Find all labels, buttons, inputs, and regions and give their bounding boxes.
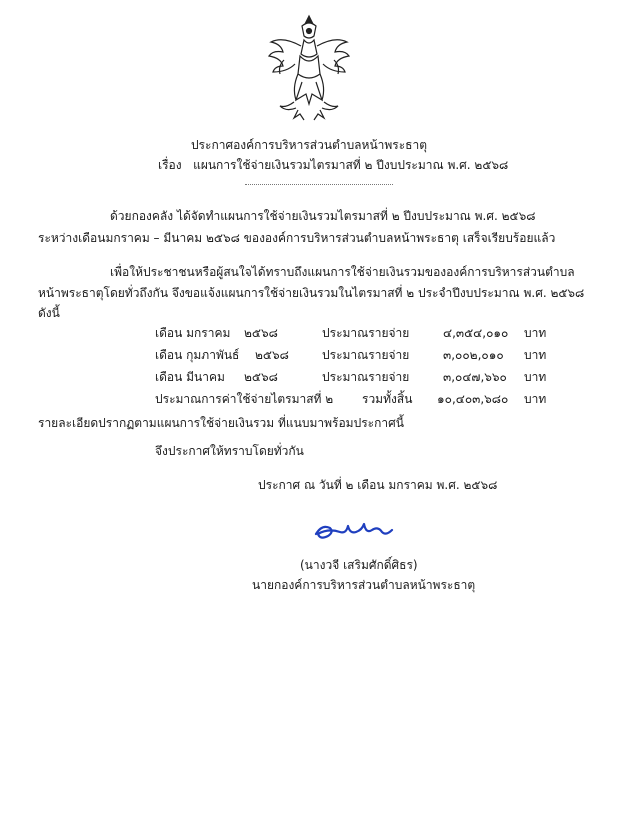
announce-date: ประกาศ ณ วันที่ ๒ เดือน มกราคม พ.ศ. ๒๕๖๘ <box>258 478 498 492</box>
signatory-name: (นางวจี เสริมศักดิ์ศิธร) <box>300 558 418 572</box>
row-amount: ๓,๐๐๒,๐๑๐ <box>443 348 504 362</box>
paragraph-2-line-2: หน้าพระธาตุโดยทั่วถึงกัน จึงขอแจ้งแผนการใช้จ่ายเงินรวมในไตรมาสที่ ๒ ประจำปีงบประมาณ พ.ศ. ๒๕๖๘ <box>38 286 585 300</box>
signature-icon <box>312 514 396 544</box>
row-unit: บาท <box>524 326 547 340</box>
row-label: ประมาณรายจ่าย <box>322 370 410 384</box>
row-month: เดือน กุมภาพันธ์ <box>155 348 240 362</box>
row-year: ๒๕๖๘ <box>255 348 289 362</box>
row-label: ประมาณรายจ่าย <box>322 326 410 340</box>
total-amount: ๑๐,๔๐๓,๖๘๐ <box>437 392 509 406</box>
row-amount: ๓,๐๔๗,๖๖๐ <box>443 370 507 384</box>
paragraph-2-line-3: ดังนี้ <box>38 306 60 320</box>
signatory-title: นายกองค์การบริหารส่วนตำบลหน้าพระธาตุ <box>252 578 476 592</box>
total-label: ประมาณการค่าใช้จ่ายไตรมาสที่ ๒ <box>155 392 334 406</box>
row-unit: บาท <box>524 370 547 384</box>
org-heading: ประกาศองค์การบริหารส่วนตำบลหน้าพระธาตุ <box>190 138 428 152</box>
paragraph-2-line-1: เพื่อให้ประชาชนหรือผู้สนใจได้ทราบถึงแผนการใช้จ่ายเงินรวมขององค์การบริหารส่วนตำบล <box>110 265 575 279</box>
row-month: เดือน มกราคม <box>155 326 231 340</box>
subject-text: แผนการใช้จ่ายเงินรวมไตรมาสที่ ๒ ปีงบประมาณ พ.ศ. ๒๕๖๘ <box>193 158 509 172</box>
total-sum-label: รวมทั้งสิ้น <box>362 392 413 406</box>
header-divider <box>245 184 393 185</box>
details-note: รายละเอียดปรากฏตามแผนการใช้จ่ายเงินรวม ที่แนบมาพร้อมประกาศนี้ <box>38 416 404 430</box>
row-month: เดือน มีนาคม <box>155 370 225 384</box>
row-unit: บาท <box>524 348 547 362</box>
row-label: ประมาณรายจ่าย <box>322 348 410 362</box>
garuda-emblem-icon <box>266 12 352 122</box>
subject-label: เรื่อง <box>158 158 182 172</box>
total-unit: บาท <box>524 392 547 406</box>
row-year: ๒๕๖๘ <box>244 370 278 384</box>
subject-line <box>158 156 508 175</box>
row-year: ๒๕๖๘ <box>244 326 278 340</box>
paragraph-1-line-1: ด้วยกองคลัง ได้จัดทำแผนการใช้จ่ายเงินรวมไตรมาสที่ ๒ ปีงบประมาณ พ.ศ. ๒๕๖๘ <box>110 209 536 223</box>
row-amount: ๔,๓๕๔,๐๑๐ <box>443 326 509 340</box>
paragraph-1-line-2: ระหว่างเดือนมกราคม – มีนาคม ๒๕๖๘ ขององค์การบริหารส่วนตำบลหน้าพระธาตุ เสร็จเรียบร้อยแล้ว <box>38 231 556 245</box>
announce-line: จึงประกาศให้ทราบโดยทั่วกัน <box>155 444 304 458</box>
